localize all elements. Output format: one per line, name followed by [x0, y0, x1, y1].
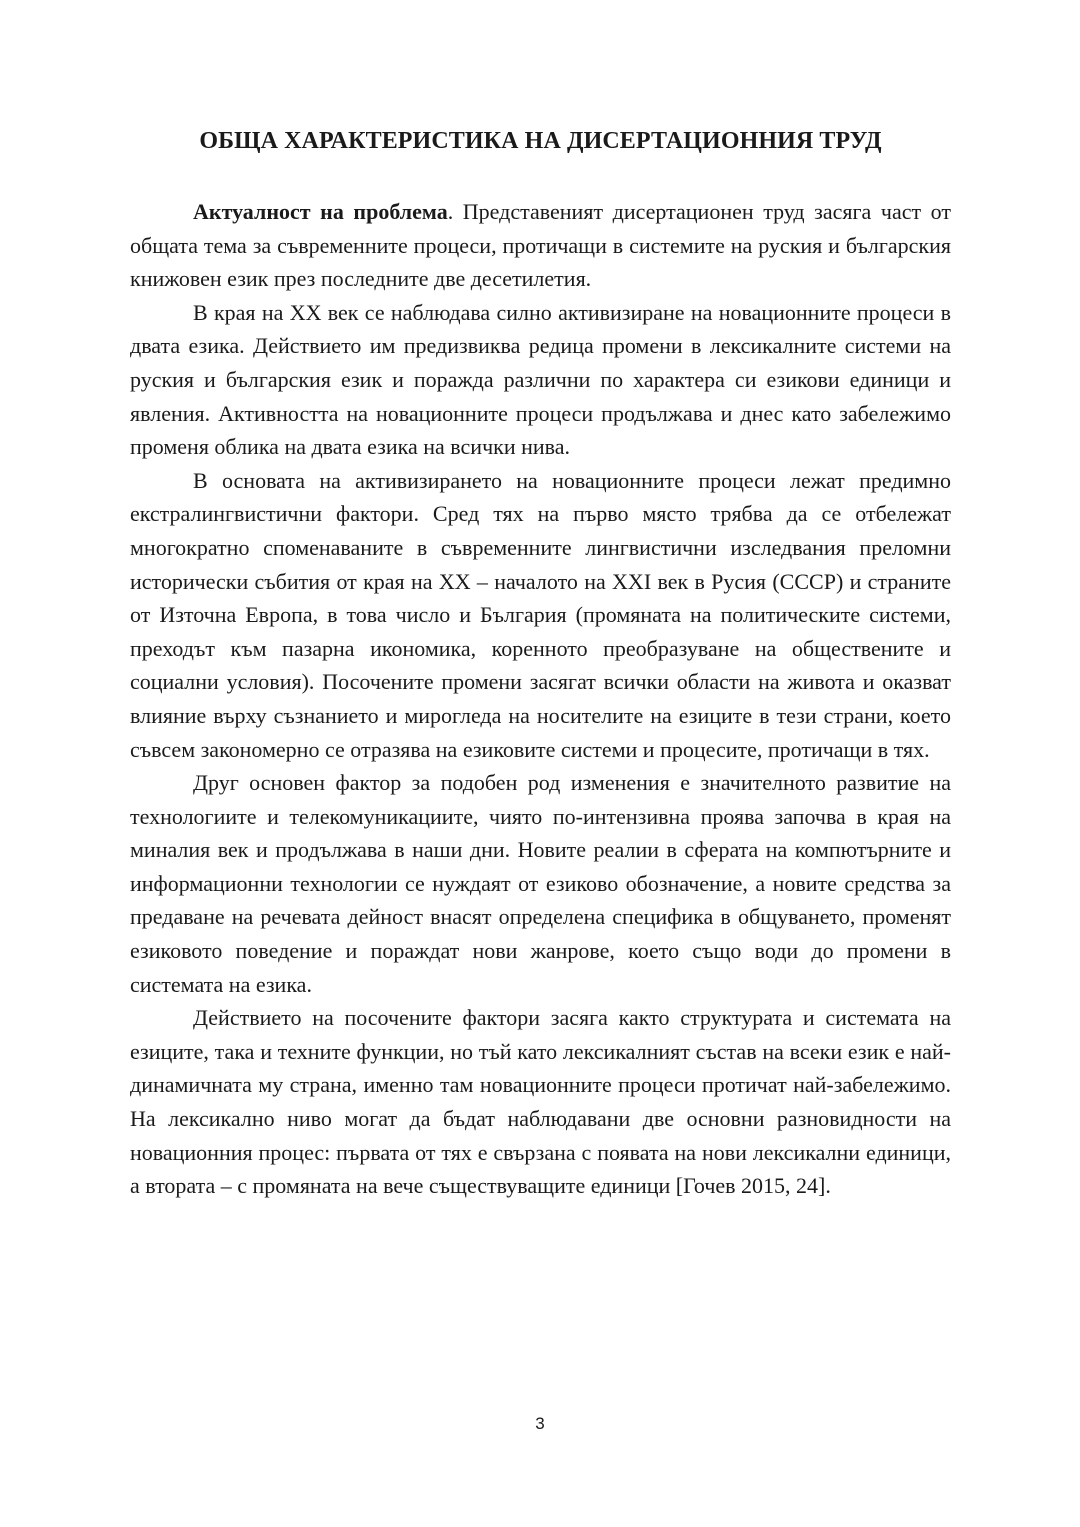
document-page	[130, 125, 951, 1203]
paragraph-text: . Представеният дисертационен труд засяга част от общата тема за съвременните процеси, протичащи в системите на руския и българския книжовен език през последните две десетилетия.	[130, 199, 951, 292]
paragraph-lead: Актуалност на проблема	[193, 199, 448, 224]
paragraph: В края на XX век се наблюдава силно активизиране на новационните процеси в двата езика. Действието им предизвиква редица промени в лексикалните системи на руския и българския език и поражда различни по характера си езикови единици и явления. Активността на новационните процеси продължава и днес като забележимо променя облика на двата езика на всички нива.	[130, 299, 951, 460]
document-title: ОБЩА ХАРАКТЕРИСТИКА НА ДИСЕРТАЦИОННИЯ ТРУД	[199, 128, 882, 154]
paragraph: Действието на посочените фактори засяга както структурата и системата на езиците, така и техните функции, но тъй като лексикалният състав на всеки език е най-динамичната му страна, именно там новационните процеси протичат най-забележимо. На лексикално ниво могат да бъдат наблюдавани две основни разновидности на новационния процес: първата от тях е свързана с появата на нови лексикални единици, а втората – с промяната на вече съществуващите единици [Гочев 2015, 24].	[130, 1005, 951, 1199]
paragraph: В основата на активизирането на новационните процеси лежат предимно екстралингвистични фактори. Сред тях на първо място трябва да се отбележат многократно споменаваните в съвременните лингвистични изследвания преломни исторически събития от края на XX – началото на XXI век в Русия (СССР) и страните от Източна Европа, в това число и България (промяната на политическите системи, преходът към пазарна икономика, коренното преобразуване на обществените и социални условия). Посочените промени засягат всички области на живота и оказват влияние върху съзнанието и мирогледа на носителите на езиците в тези страни, което съвсем закономерно се отразява на езиковите системи и процесите, протичащи в тях.	[130, 467, 951, 762]
paragraph: Друг основен фактор за подобен род изменения е значителното развитие на технологиите и телекомуникациите, чиято по-интензивна проява започва в края на миналия век и продължава в наши дни. Новите реалии в сферата на компютърните и информационни технологии се нуждаят от езиково обозначение, а новите средства за предаване на речевата дейност внасят определена специфика в общуването, променят езиковото поведение и пораждат нови жанрове, което също води до промени в системата на езика.	[130, 770, 951, 997]
paragraph-relevance	[130, 195, 951, 296]
page-number: 3	[535, 1414, 545, 1433]
